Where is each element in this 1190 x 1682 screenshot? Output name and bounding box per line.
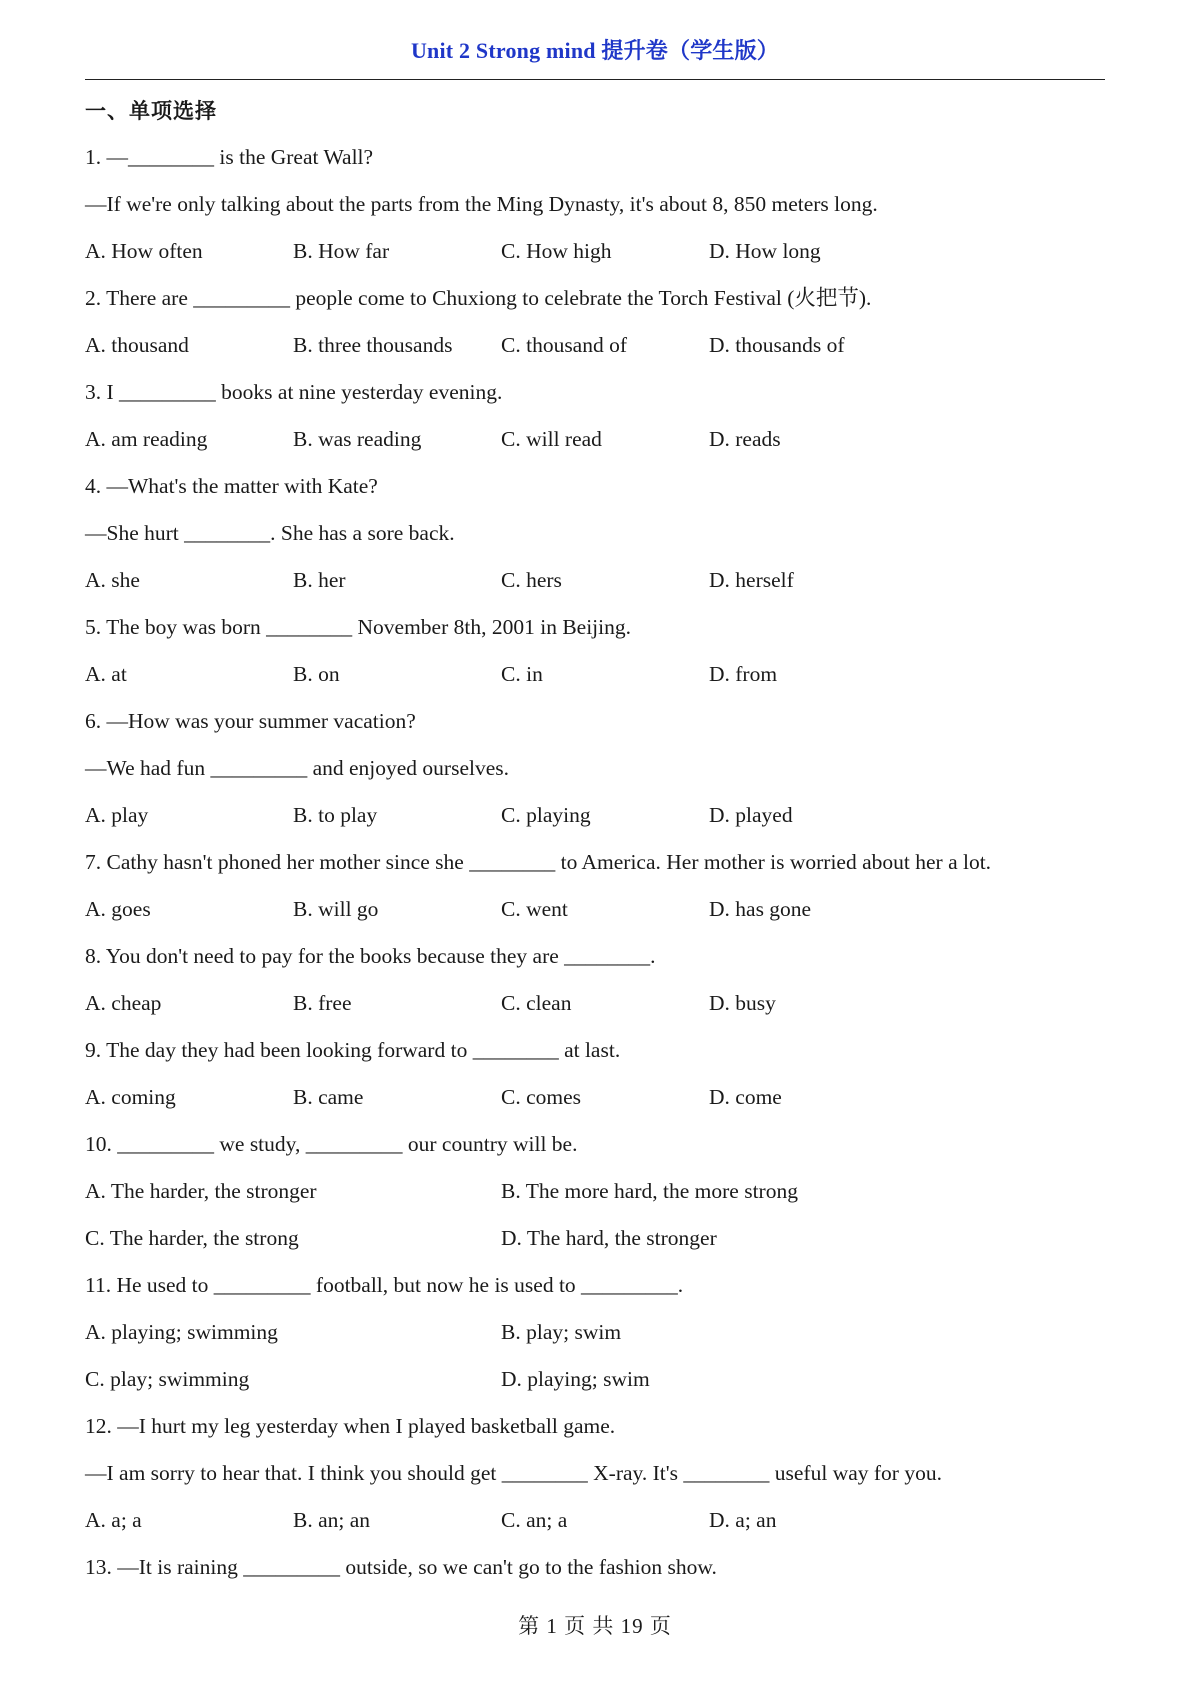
- option-row: [85, 980, 1115, 1027]
- option-row: [85, 651, 1115, 698]
- option-row: [85, 557, 1115, 604]
- option-c: C. in: [501, 662, 543, 686]
- option-a: A. The harder, the stronger: [85, 1179, 317, 1203]
- option-c: C. How high: [501, 239, 612, 263]
- option-a: A. she: [85, 568, 140, 592]
- option-row: [85, 1074, 1115, 1121]
- question-stem: 10. _________ we study, _________ our country will be.: [85, 1132, 578, 1156]
- header-divider: [85, 79, 1105, 80]
- question-stem: 6. —How was your summer vacation?: [85, 709, 416, 733]
- option-b: B. three thousands: [293, 333, 453, 357]
- option-row: [85, 1356, 1115, 1403]
- question-stem: 4. —What's the matter with Kate?: [85, 474, 378, 498]
- option-d: D. playing; swim: [501, 1367, 650, 1391]
- question-1: [85, 134, 1115, 275]
- option-c: C. an; a: [501, 1508, 568, 1532]
- option-a: A. cheap: [85, 991, 162, 1015]
- question-stem: 8. You don't need to pay for the books because they are ________.: [85, 944, 656, 968]
- section-title: 一、单项选择: [85, 99, 217, 123]
- option-a: A. How often: [85, 239, 203, 263]
- option-c: C. will read: [501, 427, 602, 451]
- option-d: D. a; an: [709, 1508, 777, 1532]
- option-c: C. clean: [501, 991, 572, 1015]
- option-c: C. thousand of: [501, 333, 628, 357]
- question-line: —She hurt ________. She has a sore back.: [85, 521, 455, 545]
- option-c: C. play; swimming: [85, 1367, 250, 1391]
- question-stem: 3. I _________ books at nine yesterday evening.: [85, 380, 503, 404]
- option-row: [85, 416, 1115, 463]
- question-3: [85, 369, 1115, 463]
- option-row: [85, 1497, 1115, 1544]
- option-row: [85, 886, 1115, 933]
- page-footer: 第 1 页 共 19 页: [518, 1614, 672, 1638]
- question-11: [85, 1262, 1115, 1403]
- option-b: B. came: [293, 1085, 364, 1109]
- option-a: A. am reading: [85, 427, 208, 451]
- question-stem: 2. There are _________ people come to Chuxiong to celebrate the Torch Festival (火把节).: [85, 286, 872, 310]
- option-c: C. hers: [501, 568, 562, 592]
- option-a: A. a; a: [85, 1508, 142, 1532]
- option-d: D. from: [709, 662, 778, 686]
- question-4: [85, 463, 1115, 604]
- option-b: B. play; swim: [501, 1320, 622, 1344]
- question-9: [85, 1027, 1115, 1121]
- option-a: A. play: [85, 803, 149, 827]
- option-d: D. herself: [709, 568, 794, 592]
- option-a: A. thousand: [85, 333, 189, 357]
- question-5: [85, 604, 1115, 698]
- option-row: [85, 1168, 1115, 1215]
- option-b: B. to play: [293, 803, 378, 827]
- option-row: [85, 228, 1115, 275]
- question-10: [85, 1121, 1115, 1262]
- option-b: B. The more hard, the more strong: [501, 1179, 798, 1203]
- option-b: B. free: [293, 991, 352, 1015]
- question-line: —If we're only talking about the parts from the Ming Dynasty, it's about 8, 850 meters long.: [85, 192, 878, 216]
- question-8: [85, 933, 1115, 1027]
- option-d: D. reads: [709, 427, 781, 451]
- option-c: C. comes: [501, 1085, 582, 1109]
- question-stem: 7. Cathy hasn't phoned her mother since she ________ to America. Her mother is worried about her a lot.: [85, 850, 992, 874]
- page-title: Unit 2 Strong mind 提升卷（学生版）: [410, 38, 780, 63]
- question-line: —We had fun _________ and enjoyed ourselves.: [85, 756, 509, 780]
- option-a: A. goes: [85, 897, 151, 921]
- option-b: B. How far: [293, 239, 390, 263]
- option-a: A. coming: [85, 1085, 176, 1109]
- option-b: B. on: [293, 662, 340, 686]
- question-7: [85, 839, 1115, 933]
- option-c: C. went: [501, 897, 568, 921]
- option-b: B. will go: [293, 897, 379, 921]
- option-d: D. thousands of: [709, 333, 845, 357]
- option-b: B. an; an: [293, 1508, 371, 1532]
- option-d: D. busy: [709, 991, 776, 1015]
- option-row: [85, 322, 1115, 369]
- option-c: C. playing: [501, 803, 591, 827]
- question-stem: 1. —________ is the Great Wall?: [85, 145, 374, 169]
- option-d: D. The hard, the stronger: [501, 1226, 717, 1250]
- option-d: D. How long: [709, 239, 821, 263]
- option-b: B. her: [293, 568, 346, 592]
- option-b: B. was reading: [293, 427, 422, 451]
- question-line: —I am sorry to hear that. I think you should get ________ X-ray. It's ________ useful way for you.: [85, 1461, 942, 1485]
- question-stem: 12. —I hurt my leg yesterday when I played basketball game.: [85, 1414, 616, 1438]
- question-stem: 5. The boy was born ________ November 8th, 2001 in Beijing.: [85, 615, 632, 639]
- question-2: [85, 275, 1115, 369]
- question-list: [85, 134, 1115, 1591]
- question-stem: 13. —It is raining _________ outside, so we can't go to the fashion show.: [85, 1555, 717, 1579]
- question-stem: 9. The day they had been looking forward to ________ at last.: [85, 1038, 621, 1062]
- option-a: A. playing; swimming: [85, 1320, 278, 1344]
- question-13: [85, 1544, 1115, 1591]
- question-stem: 11. He used to _________ football, but now he is used to _________.: [85, 1273, 684, 1297]
- question-6: [85, 698, 1115, 839]
- option-row: [85, 1309, 1115, 1356]
- option-a: A. at: [85, 662, 127, 686]
- option-c: C. The harder, the strong: [85, 1226, 299, 1250]
- question-12: [85, 1403, 1115, 1544]
- option-row: [85, 1215, 1115, 1262]
- option-d: D. played: [709, 803, 793, 827]
- option-d: D. has gone: [709, 897, 812, 921]
- option-d: D. come: [709, 1085, 782, 1109]
- option-row: [85, 792, 1115, 839]
